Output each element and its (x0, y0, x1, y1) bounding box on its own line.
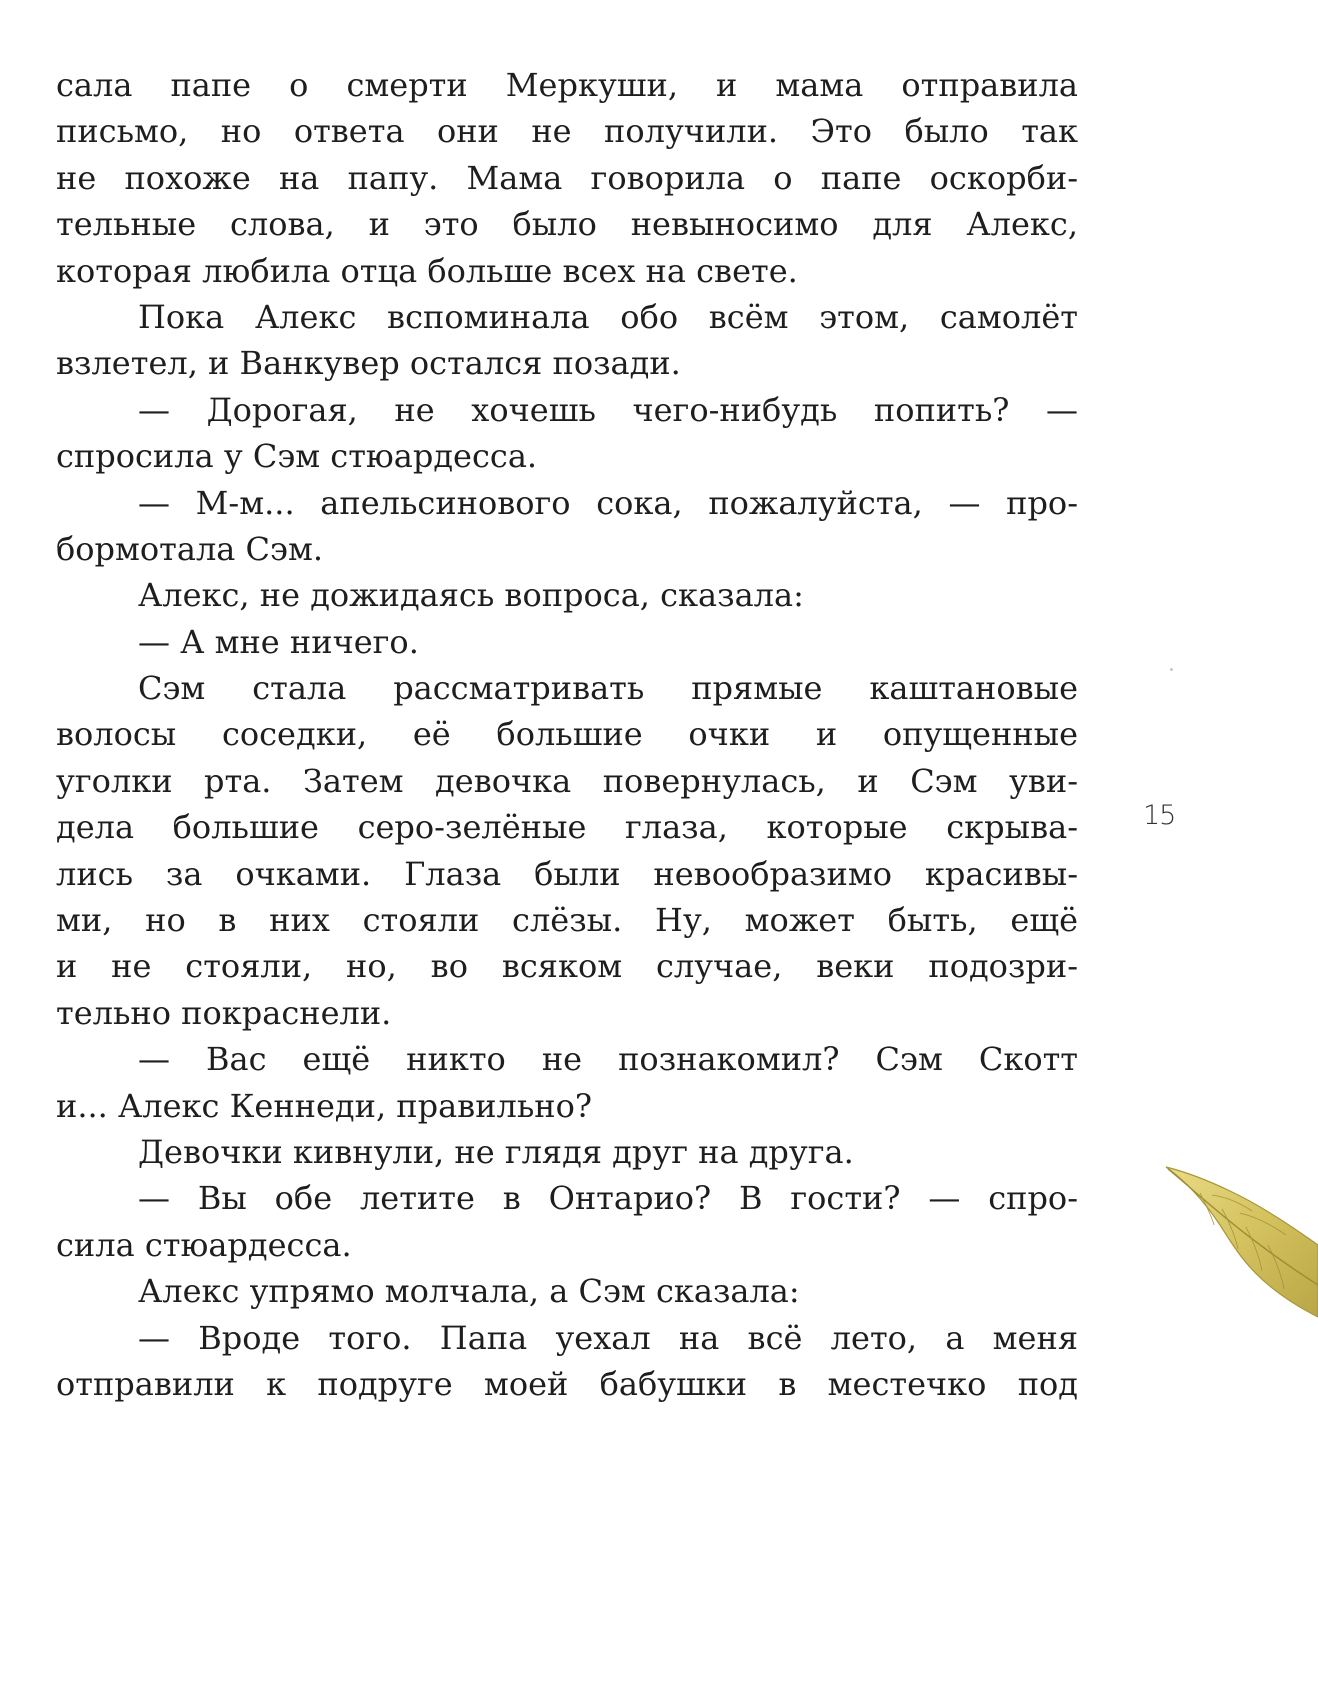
text-line: и не стояли, но, во всяком случае, веки подозри- (56, 947, 1078, 986)
body-text (56, 62, 1078, 1407)
text-line: Алекс упрямо молчала, а Сэм сказала: (138, 1272, 800, 1311)
text-line: лись за очками. Глаза были невообразимо красивы- (56, 854, 1078, 893)
text-line: — А мне ничего. (138, 622, 419, 661)
text-line: ми, но в них стояли слёзы. Ну, может быть, ещё (56, 901, 1078, 940)
leaf-icon (1160, 1165, 1318, 1325)
text-line: Девочки кивнули, не глядя друг на друга. (138, 1132, 854, 1171)
text-line: — М-м... апельсинового сока, пожалуйста, — про- (138, 483, 1078, 522)
page-number: 15 (1143, 800, 1176, 831)
text-line: — Вы обе летите в Онтарио? В гости? — спро- (138, 1179, 1078, 1218)
text-line: тельные слова, и это было невыносимо для Алекс, (56, 205, 1078, 244)
text-line: Сэм стала рассматривать прямые каштановые (138, 669, 1078, 708)
text-line: — Вроде того. Папа уехал на всё лето, а меня (138, 1318, 1078, 1357)
text-line: и... Алекс Кеннеди, правильно? (56, 1086, 593, 1125)
text-line: Пока Алекс вспоминала обо всём этом, самолёт (138, 297, 1078, 336)
text-line: уголки рта. Затем девочка повернулась, и Сэм уви- (56, 761, 1078, 800)
text-line: дела большие серо-зелёные глаза, которые скрыва- (56, 808, 1078, 847)
text-line: бормотала Сэм. (56, 529, 323, 568)
text-line: которая любила отца больше всех на свете. (56, 251, 798, 290)
text-line: сала папе о смерти Меркуши, и мама отправила (56, 66, 1078, 104)
text-line: не похоже на папу. Мама говорила о папе оскорби- (56, 158, 1078, 197)
text-line: волосы соседки, её большие очки и опущенные (56, 715, 1078, 754)
text-line: Алекс, не дожидаясь вопроса, сказала: (138, 576, 804, 615)
text-line: тельно покраснели. (56, 993, 392, 1032)
paper-speck (1170, 668, 1173, 671)
text-line: спросила у Сэм стюардесса. (56, 437, 538, 476)
text-line: отправили к подруге моей бабушки в местечко под (56, 1364, 1078, 1403)
text-line: — Вас ещё никто не познакомил? Сэм Скотт (138, 1040, 1078, 1079)
text-line: сила стюардесса. (56, 1225, 352, 1264)
text-line: письмо, но ответа они не получили. Это было так (56, 112, 1078, 151)
text-line: взлетел, и Ванкувер остался позади. (56, 344, 681, 383)
text-line: — Дорогая, не хочешь чего-нибудь попить? — (138, 390, 1078, 429)
